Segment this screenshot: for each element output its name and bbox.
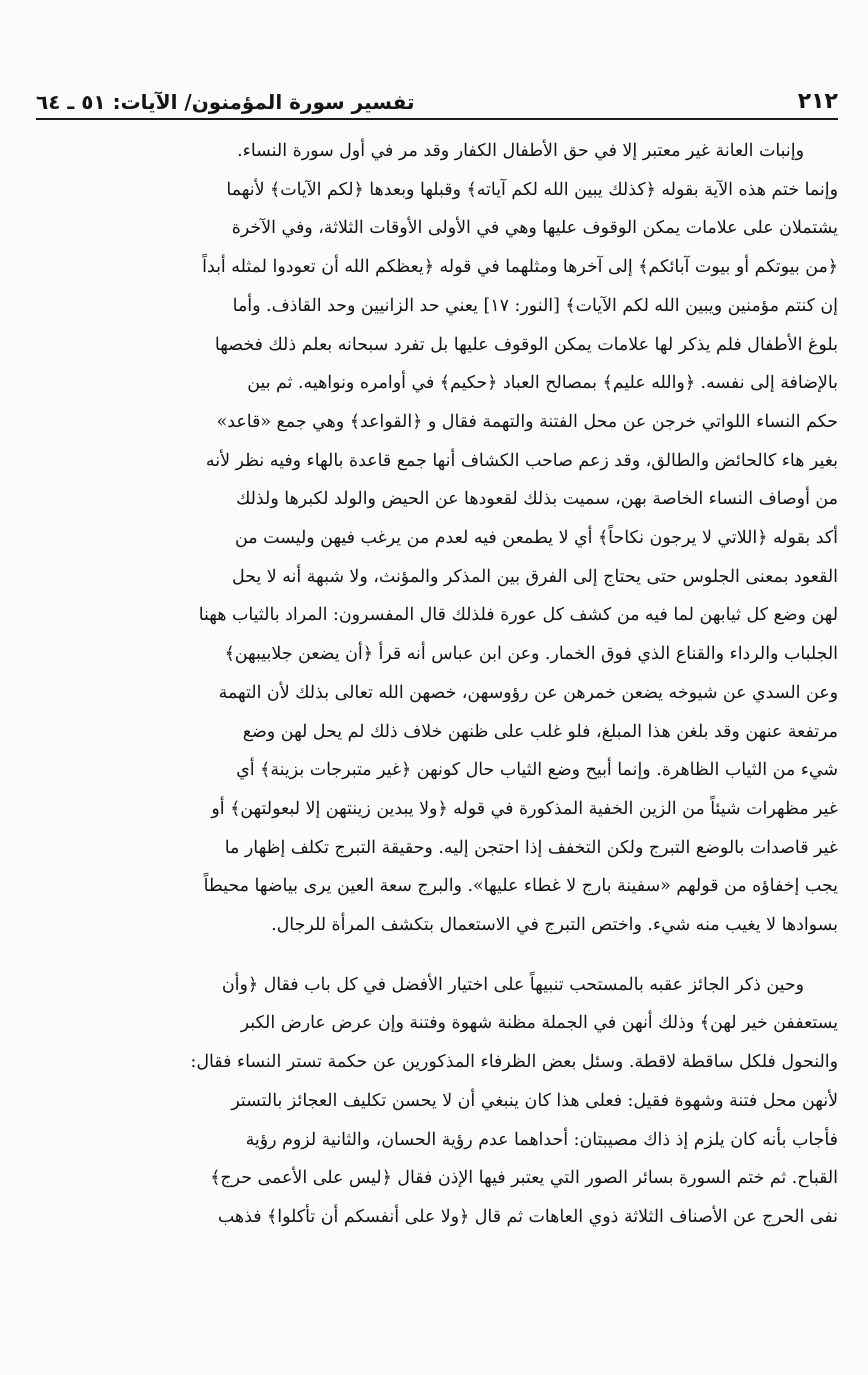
- paragraph: [36, 966, 838, 1237]
- text-line: مرتفعة عنهن وقد بلغن هذا المبلغ، فلو غلب على ظنهن خلاف ذلك لم يحل لهن وضع: [242, 721, 838, 742]
- running-title: تفسير سورة المؤمنون/ الآيات: ٥١ ـ ٦٤: [36, 90, 415, 114]
- text-line: غير قاصدات بالوضع التبرج ولكن التخفف إذا احتجن إليه. وحقيقة التبرج تكلف إظهار ما: [224, 837, 838, 858]
- text-line: وعن السدي عن شيوخه يضعن خمرهن عن رؤوسهن، خصهن الله تعالى بذلك لأن التهمة: [218, 682, 838, 703]
- text-line: بالإضافة إلى نفسه. ﴿والله عليم﴾ بمصالح العباد ﴿حكيم﴾ في أوامره ونواهيه. ثم بين: [247, 373, 838, 394]
- text-line: يستعففن خير لهن﴾ وذلك أنهن في الجملة مظنة شهوة وفتنة وإن عرض عارض الكبر: [240, 1013, 838, 1034]
- text-line: غير مظهرات شيئاً من الزين الخفية المذكورة في قوله ﴿ولا يبدين زينتهن إلا لبعولتهن﴾ أو: [211, 798, 838, 819]
- text-line: وحين ذكر الجائز عقبه بالمستحب تنبيهاً على اختيار الأفضل في كل باب فقال ﴿وأن: [221, 974, 804, 995]
- text-line: يجب إخفاؤه من قولهم «سفينة بارج لا غطاء عليها». والبرج سعة العين يرى بياضها محيطاً: [203, 876, 838, 897]
- text-line: لأنهن محل فتنة وشهوة فقيل: فعلى هذا كان ينبغي أن لا يحسن تكليف العجائز بالتستر: [231, 1090, 838, 1111]
- text-line: وإنما ختم هذه الآية بقوله ﴿كذلك يبين الله لكم آياته﴾ وقبلها وبعدها ﴿لكم الآيات﴾ لأنهما: [226, 179, 838, 200]
- text-line: وإنبات العانة غير معتبر إلا في حق الأطفال الكفار وقد مر في أول سورة النساء.: [237, 141, 804, 161]
- text-line: الجلباب والرداء والقناع الذي فوق الخمار. وعن ابن عباس أنه قرأ ﴿أن يضعن جلابيبهن﴾: [224, 644, 838, 665]
- text-line: والنحول فلكل ساقطة لاقطة. وسئل بعض الظرفاء المذكورين عن حكمة تستر النساء فقال:: [190, 1052, 838, 1073]
- text-line: يشتملان على علامات يمكن الوقوف عليها وهي في الأولى الأوقات الثلاثة، وفي الآخرة: [231, 218, 838, 239]
- paragraph: [36, 132, 838, 945]
- page-number: ٢١٢: [797, 89, 838, 114]
- text-line: شيء من الثياب الظاهرة. وإنما أبيح وضع الثياب حال كونهن ﴿غير متبرجات بزينة﴾ أي: [236, 760, 838, 781]
- text-line: بسوادها لا يغيب منه شيء. واختص التبرج في الاستعمال بتكشف المرأة للرجال.: [271, 915, 838, 936]
- text-line: بلوغ الأطفال فلم يذكر لها علامات يمكن الوقوف عليها بل تفرد سبحانه بعلم ذلك فخصها: [214, 334, 838, 355]
- text-line: نفى الحرج عن الأصناف الثلاثة ذوي العاهات ثم قال ﴿ولا على أنفسكم أن تأكلوا﴾ فذهب: [217, 1206, 838, 1227]
- text-line: ﴿من بيوتكم أو بيوت آبائكم﴾ إلى آخرها ومثلهما في قوله ﴿يعظكم الله أن تعودوا لمثله أبداً: [202, 257, 838, 278]
- text-line: أكد بقوله ﴿اللاتي لا يرجون نكاحاً﴾ أي لا يطمعن فيه لعدم من يرغب فيهن وليست من: [235, 528, 838, 549]
- text-line: إن كنتم مؤمنين ويبين الله لكم الآيات﴾ [النور: ١٧] يعني حد الزانيين وحد القاذف. وأما: [232, 295, 838, 316]
- page-header: [36, 74, 838, 120]
- text-line: لهن وضع كل ثيابهن لما فيه من كشف كل عورة فلذلك قال المفسرون: المراد بالثياب ههنا: [198, 605, 838, 626]
- text-line: القباح. ثم ختم السورة بسائر الصور التي يعتبر فيها الإذن فقال ﴿ليس على الأعمى حرج﴾: [210, 1168, 838, 1189]
- text-line: بغير هاء كالحائض والطالق، وقد زعم صاحب الكشاف أنها جمع قاعدة بالهاء وفيه نظر لأنه: [205, 450, 838, 471]
- text-line: حكم النساء اللواتي خرجن عن محل الفتنة والتهمة فقال و ﴿القواعد﴾ وهي جمع «قاعد»: [216, 411, 838, 432]
- text-line: فأجاب بأنه كان يلزم إذ ذاك مصيبتان: أحداهما عدم رؤية الحسان، والثانية لزوم رؤية: [245, 1129, 838, 1150]
- text-line: من أوصاف النساء الخاصة بهن، سميت بذلك لقعودها عن الحيض والولد لكبرها ولذلك: [235, 489, 838, 510]
- page-body: [36, 132, 838, 1237]
- text-line: القعود بمعنى الجلوس حتى يحتاج إلى الفرق بين المذكر والمؤنث، ولا شبهة أنه لا يحل: [232, 566, 838, 587]
